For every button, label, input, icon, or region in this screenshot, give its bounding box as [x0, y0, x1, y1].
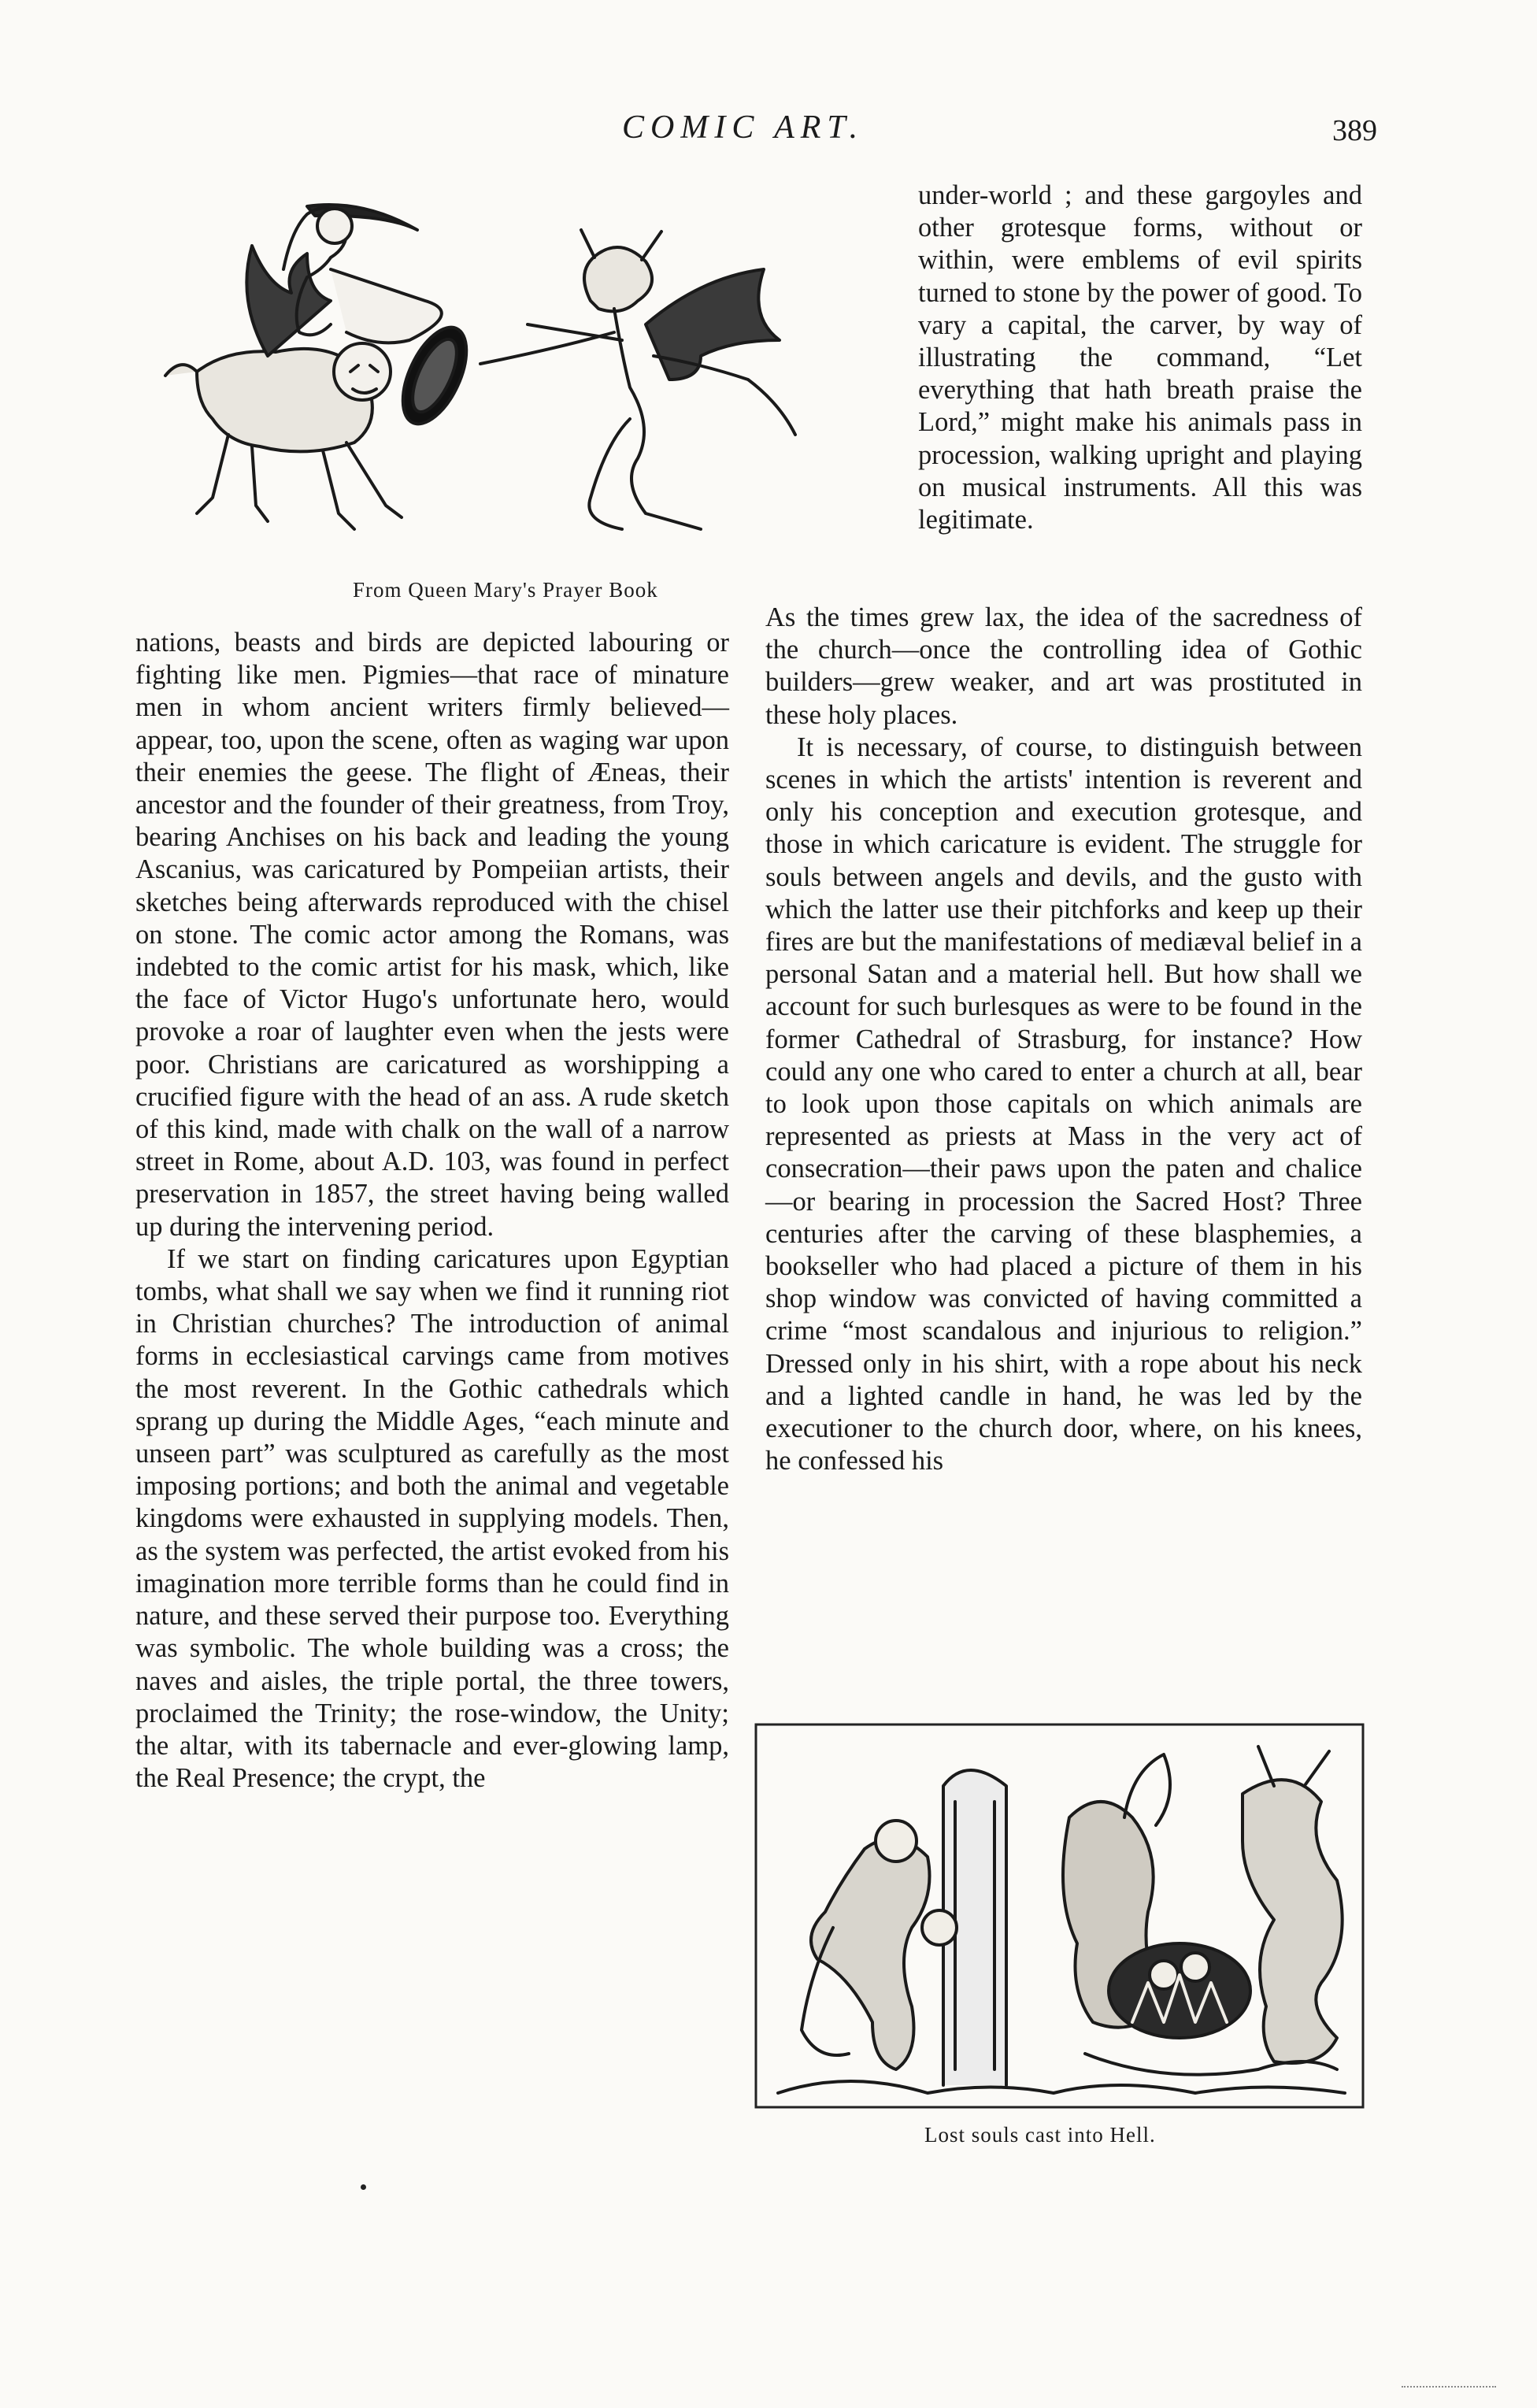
ink-speck	[361, 2184, 366, 2190]
page-edge-mark	[1402, 2386, 1496, 2389]
right-column-bottom	[765, 602, 1362, 1477]
lost-souls-hell-illustration-icon	[754, 1723, 1365, 2109]
running-head	[0, 109, 1537, 156]
running-title: COMIC ART.	[622, 109, 865, 146]
paragraph: It is necessary, of course, to distinguish between scenes in which the artists' intention is reverent and only his conception and execution grotesque, and those in which caricature is evident. The struggle for souls between angels and devils, and the gusto with which the latter use their pitchforks and keep up their fires are but the manifestations of mediæval belief in a personal Satan and a material hell. But how shall we account for such burlesques as were to be found in the former Cathedral of Strasburg, for instance? How could any one who cared to enter a church at all, bear to look upon those capitals on which animals are represented as priests at Mass in the very act of consecration—their paws upon the paten and chalice—or bearing in procession the Sacred Host? Three centuries after the carving of these blasphemies, a bookseller who had placed a picture of them in his shop window was convicted of having committed a crime “most scandalous and injurious to religion.” Dressed only in his shirt, with a rope about his neck and a lighted candle in hand, he was led by the executioner to the church door, where, on his knees, he confessed his	[765, 732, 1362, 1476]
paragraph: nations, beasts and birds are depicted labouring or fighting like men. Pigmies—that race of minature men in whom ancient writers firmly believed—appear, too, upon the scene, often as waging war upon their enemies the geese. The flight of Æneas, their ancestor and the founder of their greatness, from Troy, bearing Anchises on his back and leading the young Ascanius, was caricatured by Pompeiian artists, their sketches being afterwards reproduced with the chisel on stone. The comic actor among the Romans, was indebted to the comic artist for his mask, which, like the face of Victor Hugo's unfortunate hero, would provoke a roar of laughter even when the jests were poor. Christians are caricatured as worshipping a crucified figure with the head of an ass. A rude sketch of this kind, made with chalk on the wall of a narrow street in Rome, about A.D. 103, was found in perfect preservation in 1857, the street having being walled up during the intervening period.	[135, 628, 729, 1242]
bottom-illustration	[754, 1723, 1365, 2109]
paragraph: As the times grew lax, the idea of the sacredness of the church—once the controlling idea of Gothic builders—grew weaker, and art was prostituted in these holy places.	[765, 602, 1362, 730]
bottom-caption: Lost souls cast into Hell.	[924, 2123, 1156, 2147]
top-illustration	[150, 183, 906, 576]
fighting-grotesques-illustration-icon	[150, 183, 906, 576]
paragraph: under-world ; and these gargoyles and other grotesque forms, without or within, were emblems of evil spirits turned to stone by the power of good. To vary a capital, the carver, by way of illustrating the command, “Let everything that hath breath praise the Lord,” might make his animals pass in procession, walking upright and playing on musical instruments. All this was legitimate.	[918, 180, 1362, 535]
paragraph: If we start on finding caricatures upon Egyptian tombs, what shall we say when we find it running riot in Christian churches? The introduction of animal forms in ecclesiastical carvings came from motives the most reverent. In the Gothic cathedrals which sprang up during the Middle Ages, “each minute and unseen part” was sculptured as carefully as the most imposing portions; and both the animal and vegetable kingdoms were exhausted in supplying models. Then, as the system was perfected, the artist evoked from his imagination more terrible forms than he could find in nature, and these served their purpose too. Everything was symbolic. The whole building was a cross; the naves and aisles, the triple portal, the three towers, proclaimed the Trinity; the rose-window, the Unity; the altar, with its tabernacle and ever-glowing lamp, the Real Presence; the crypt, the	[135, 1243, 729, 1794]
right-column-top	[918, 180, 1362, 536]
page-number: 389	[1332, 114, 1377, 147]
top-caption: From Queen Mary's Prayer Book	[353, 578, 658, 602]
left-column	[135, 627, 729, 1795]
